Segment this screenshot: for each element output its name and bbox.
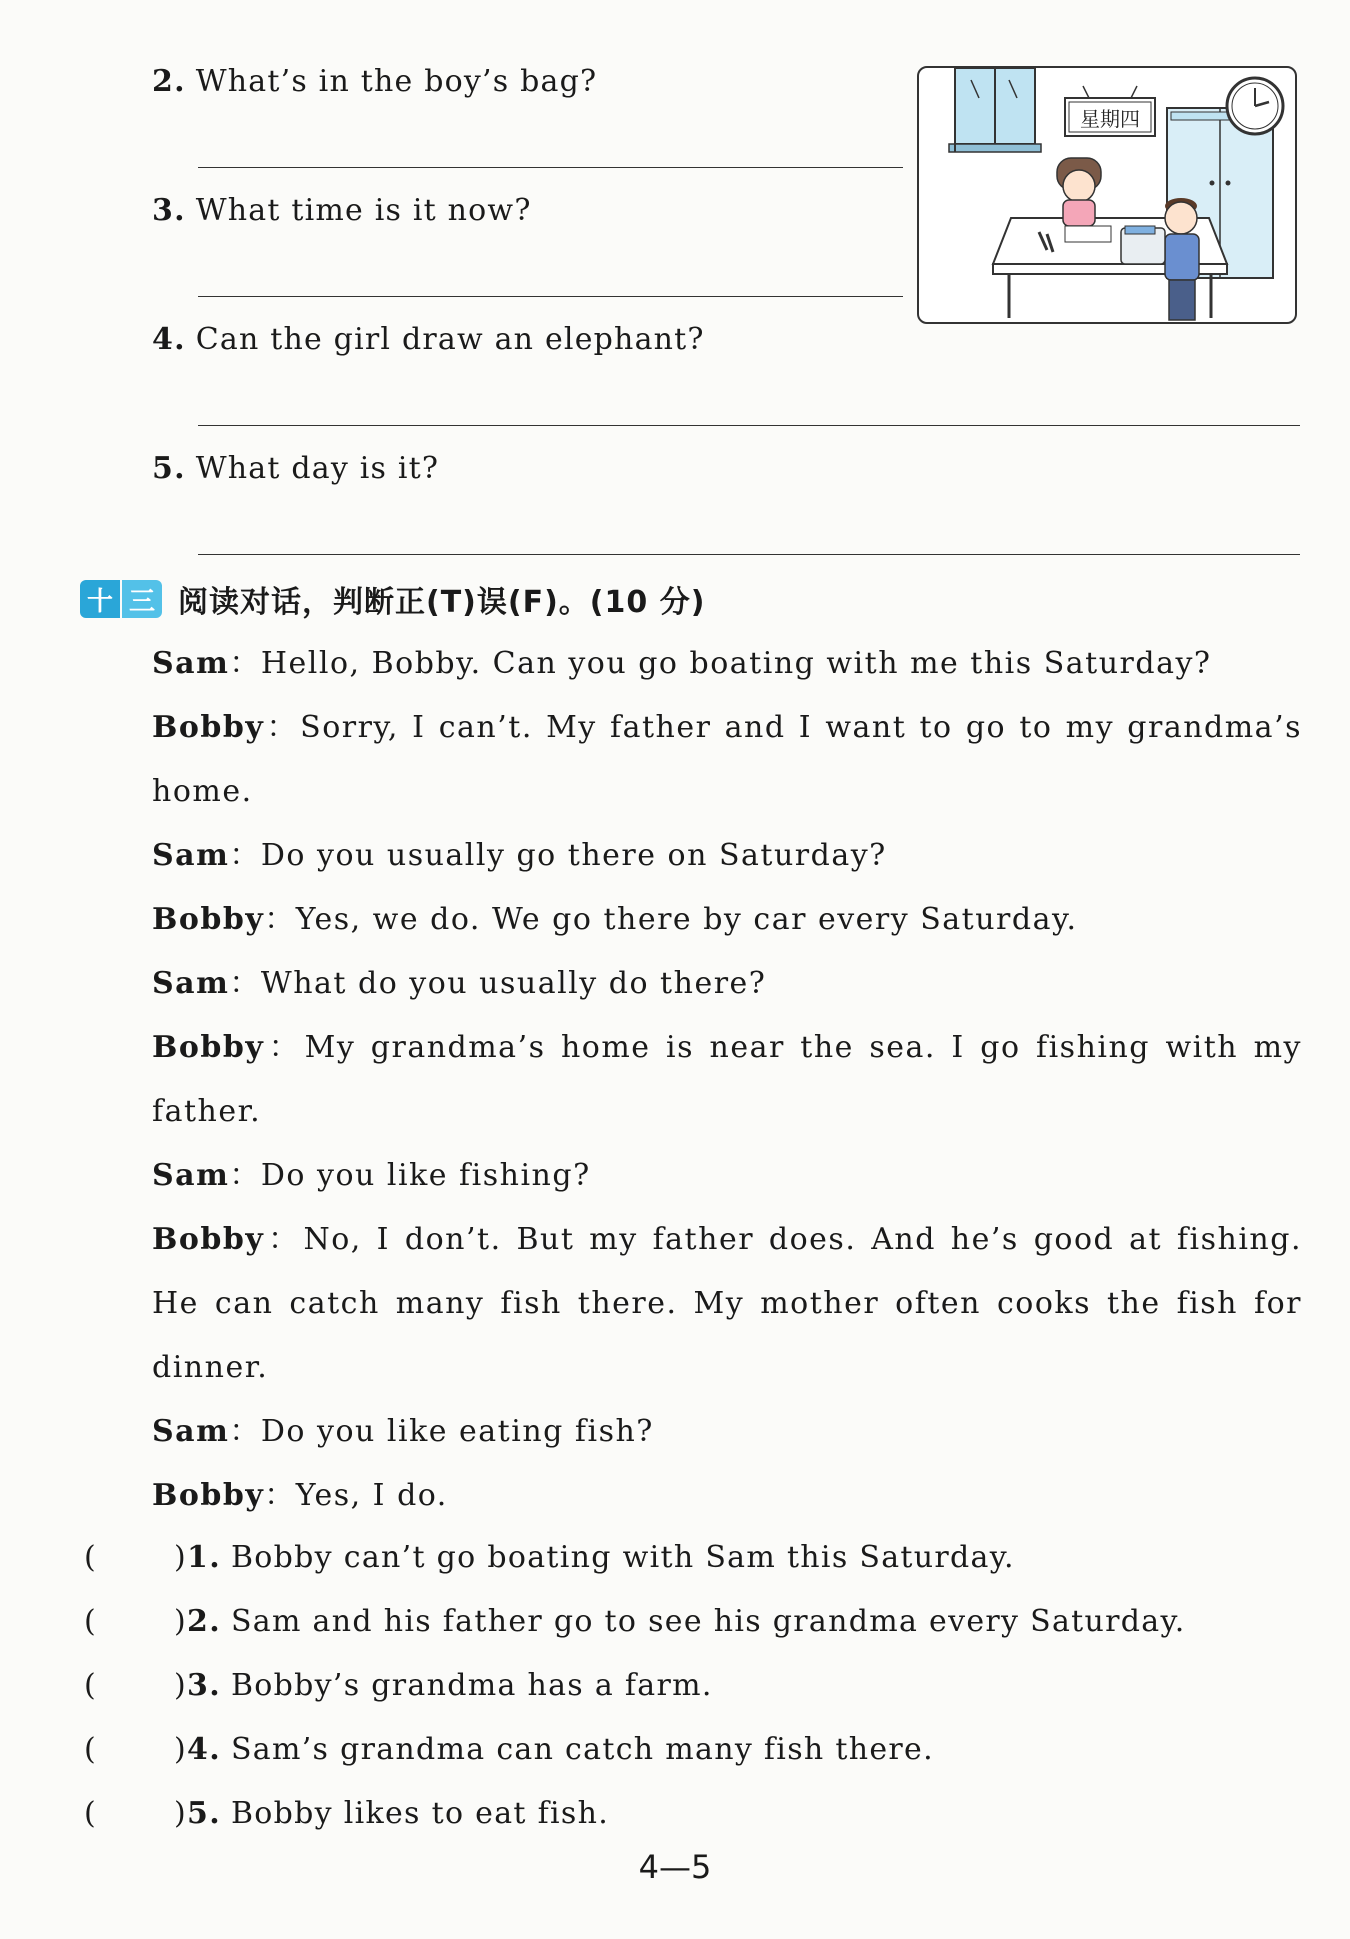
answer-line-3[interactable] xyxy=(198,296,903,297)
classroom-illustration xyxy=(917,66,1297,324)
judgement-number: 5. xyxy=(187,1796,221,1831)
judgement-number: 4. xyxy=(187,1732,221,1767)
answer-blank[interactable]: ( xyxy=(84,1732,98,1767)
speaker-name: Bobby xyxy=(152,902,265,937)
dialogue-text: Do you like eating fish? xyxy=(260,1414,654,1449)
dialogue-line xyxy=(152,632,1302,696)
speaker-colon: ： xyxy=(264,902,296,937)
dialogue-text: Hello, Bobby. Can you go boating with me this Saturday? xyxy=(260,646,1212,681)
section-header xyxy=(80,578,705,620)
judgement-item xyxy=(84,1668,713,1703)
speaker-name: Bobby xyxy=(152,1030,265,1065)
section-title: 阅读对话，判断正(T)误(F)。(10 分) xyxy=(178,585,706,620)
dialogue-line xyxy=(152,1208,1302,1400)
paren-close: ) xyxy=(174,1796,188,1831)
judgement-text: Bobby’s grandma has a farm. xyxy=(230,1668,713,1703)
dialogue-text: Yes, we do. We go there by car every Saturday. xyxy=(295,902,1078,937)
question-5 xyxy=(152,451,439,486)
paren-close: ) xyxy=(174,1540,188,1575)
dialogue-line xyxy=(152,1464,1302,1528)
speaker-colon: ： xyxy=(229,966,261,1001)
answer-line-5[interactable] xyxy=(198,554,1300,555)
judgement-text: Bobby likes to eat fish. xyxy=(230,1796,610,1831)
answer-line-2[interactable] xyxy=(198,167,903,168)
paren-close: ) xyxy=(174,1732,188,1767)
speaker-name: Bobby xyxy=(152,710,265,745)
judgement-number: 3. xyxy=(187,1668,221,1703)
judgement-number: 2. xyxy=(187,1604,221,1639)
question-2 xyxy=(152,64,597,99)
speaker-colon: ： xyxy=(229,646,261,681)
badge-digit-ten: 十 xyxy=(80,580,120,618)
dialogue-line xyxy=(152,824,1302,888)
answer-blank[interactable]: ( xyxy=(84,1604,98,1639)
speaker-name: Sam xyxy=(152,1414,230,1449)
weekday-sign: 星期四 xyxy=(1080,106,1140,131)
question-4 xyxy=(152,322,705,357)
judgement-item xyxy=(84,1732,934,1767)
dialogue-line xyxy=(152,1016,1302,1144)
answer-line-4[interactable] xyxy=(198,425,1300,426)
speaker-name: Bobby xyxy=(152,1222,265,1257)
dialogue-text: What do you usually do there? xyxy=(260,966,767,1001)
speaker-colon: ： xyxy=(229,1158,261,1193)
judgement-item xyxy=(84,1540,1015,1575)
paren-close: ) xyxy=(174,1604,188,1639)
speaker-name: Sam xyxy=(152,1158,230,1193)
question-number: 2. xyxy=(152,64,186,99)
answer-blank[interactable]: ( xyxy=(84,1540,98,1575)
dialogue-line xyxy=(152,888,1302,952)
answer-blank[interactable]: ( xyxy=(84,1796,98,1831)
question-text: Can the girl draw an elephant? xyxy=(195,322,705,357)
judgement-text: Sam and his father go to see his grandma every Saturday. xyxy=(230,1604,1186,1639)
dialogue-text: Do you like fishing? xyxy=(260,1158,591,1193)
dialogue-line xyxy=(152,952,1302,1016)
speaker-name: Bobby xyxy=(152,1478,265,1513)
speaker-colon: ： xyxy=(264,710,301,745)
question-number: 5. xyxy=(152,451,186,486)
speaker-name: Sam xyxy=(152,966,230,1001)
speaker-name: Sam xyxy=(152,838,230,873)
question-text: What time is it now? xyxy=(195,193,532,228)
speaker-colon: ： xyxy=(229,1414,261,1449)
page-number: 4—5 xyxy=(638,1848,712,1886)
dialogue-text: No, I don’t. But my father does. And he’s good at fishing. He can catch many fish there. My mother often cooks the fish for dinner. xyxy=(152,1222,1302,1385)
dialogue-text: My grandma’s home is near the sea. I go fishing with my father. xyxy=(152,1030,1302,1129)
dialogue-text: Sorry, I can’t. My father and I want to go to my grandma’s home. xyxy=(152,710,1302,809)
question-3 xyxy=(152,193,532,228)
judgement-item xyxy=(84,1604,1186,1639)
question-number: 4. xyxy=(152,322,186,357)
dialogue-text: Yes, I do. xyxy=(295,1478,448,1513)
speaker-colon: ： xyxy=(229,838,261,873)
speaker-colon: ： xyxy=(264,1030,305,1065)
badge-digit-three: 三 xyxy=(122,580,162,618)
speaker-name: Sam xyxy=(152,646,230,681)
judgement-item xyxy=(84,1796,609,1831)
judgement-text: Bobby can’t go boating with Sam this Saturday. xyxy=(230,1540,1015,1575)
judgement-text: Sam’s grandma can catch many fish there. xyxy=(230,1732,934,1767)
dialogue-line xyxy=(152,696,1302,824)
question-number: 3. xyxy=(152,193,186,228)
dialogue-line xyxy=(152,1400,1302,1464)
dialogue-text: Do you usually go there on Saturday? xyxy=(260,838,887,873)
section-badge xyxy=(80,580,162,618)
answer-blank[interactable]: ( xyxy=(84,1668,98,1703)
judgement-number: 1. xyxy=(187,1540,221,1575)
question-text: What day is it? xyxy=(195,451,440,486)
dialogue-line xyxy=(152,1144,1302,1208)
question-text: What’s in the boy’s bag? xyxy=(195,64,598,99)
paren-close: ) xyxy=(174,1668,188,1703)
speaker-colon: ： xyxy=(264,1478,296,1513)
speaker-colon: ： xyxy=(264,1222,304,1257)
